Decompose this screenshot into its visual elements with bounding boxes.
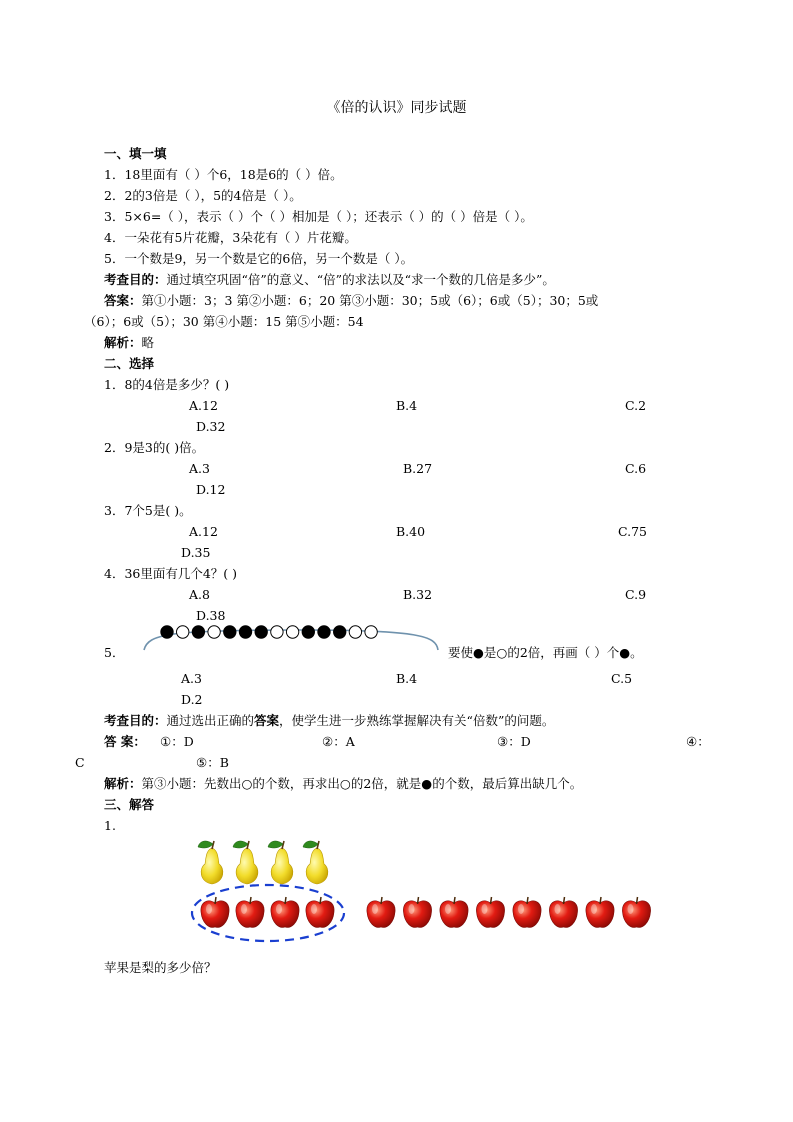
q2-option-a: A.3 bbox=[189, 461, 210, 476]
apple-icon bbox=[622, 897, 650, 927]
q4-option-a: A.8 bbox=[189, 587, 210, 602]
q3-option-a: A.12 bbox=[189, 524, 218, 539]
choice-question-4: 4．36里面有几个4？( ) bbox=[104, 566, 238, 581]
fill-question-1: 1．18里面有（ ）个6，18是6的（ ）倍。 bbox=[104, 167, 343, 182]
answer-question-1-text: 苹果是梨的多少倍？ bbox=[104, 960, 217, 975]
pears-row bbox=[193, 838, 343, 888]
bead-diagram bbox=[140, 620, 445, 654]
s1-answer-line2: （6）；6或（5）；30 第④小题：15 第⑤小题：54 bbox=[84, 314, 364, 329]
q3-option-c: C.75 bbox=[618, 524, 647, 539]
s2-answer-4: ④： bbox=[686, 734, 710, 749]
s2-answer-2: ②：A bbox=[322, 734, 355, 749]
pear-icon bbox=[233, 841, 258, 884]
black-bead bbox=[302, 626, 314, 638]
apple-icon bbox=[403, 897, 431, 927]
pear-icon bbox=[198, 841, 223, 884]
q3-option-d: D.35 bbox=[181, 545, 211, 560]
q1-option-b: B.4 bbox=[396, 398, 418, 413]
white-bead bbox=[286, 626, 298, 638]
choice-question-5: 要使●是○的2倍，再画（ ）个●。 bbox=[448, 645, 643, 660]
black-bead bbox=[224, 626, 236, 638]
q3-option-b: B.40 bbox=[396, 524, 426, 539]
choice-question-3: 3．7个5是( )。 bbox=[104, 503, 192, 518]
s1-goal bbox=[104, 272, 555, 288]
apple-icon bbox=[367, 897, 395, 927]
s1-goal-label: 考查目的： bbox=[104, 272, 167, 287]
s1-analysis-text: 略 bbox=[141, 335, 155, 350]
s1-answer bbox=[104, 293, 598, 309]
white-bead bbox=[349, 626, 361, 638]
s1-analysis-label: 解析： bbox=[104, 335, 142, 350]
s2-analysis bbox=[104, 776, 582, 792]
pear-icon bbox=[303, 841, 328, 884]
s2-answer-1: ①：D bbox=[160, 734, 194, 749]
apples-row bbox=[188, 883, 633, 947]
white-bead bbox=[271, 626, 283, 638]
choice-question-2: 2．9是3的( )倍。 bbox=[104, 440, 205, 455]
s1-goal-text: 通过填空巩固“倍”的意义、“倍”的求法以及“求一个数的几倍是多少”。 bbox=[166, 272, 555, 287]
apple-icon bbox=[440, 897, 468, 927]
apple-icon bbox=[306, 897, 334, 927]
choice-question-1: 1．8的4倍是多少？( ) bbox=[104, 377, 230, 392]
s2-answer-label: 答 案： bbox=[104, 734, 146, 749]
apple-icon bbox=[236, 897, 264, 927]
apple-icon bbox=[586, 897, 614, 927]
s2-answer-4-value: C bbox=[75, 755, 85, 770]
black-bead bbox=[318, 626, 330, 638]
white-bead bbox=[208, 626, 220, 638]
s2-goal-text-pre: 通过选出正确的 bbox=[166, 713, 255, 728]
apple-icon bbox=[476, 897, 504, 927]
fill-question-3: 3．5×6=（ ），表示（ ）个（ ）相加是（ ）；还表示（ ）的（ ）倍是（ ）。 bbox=[104, 209, 533, 224]
s2-answer-5: ⑤：B bbox=[196, 755, 229, 770]
fill-question-5: 5．一个数是9，另一个数是它的6倍，另一个数是（ ）。 bbox=[104, 251, 414, 266]
section-3-heading: 三、解答 bbox=[104, 797, 155, 812]
q2-option-c: C.6 bbox=[625, 461, 647, 476]
q5-option-c: C.5 bbox=[611, 671, 633, 686]
apple-icon bbox=[513, 897, 541, 927]
black-bead bbox=[192, 626, 204, 638]
white-bead bbox=[177, 626, 189, 638]
pear-icon bbox=[268, 841, 293, 884]
choice-question-5-number: 5． bbox=[104, 645, 125, 660]
q2-option-d: D.12 bbox=[196, 482, 226, 497]
apple-icon bbox=[271, 897, 299, 927]
q1-option-c: C.2 bbox=[625, 398, 647, 413]
q1-option-d: D.32 bbox=[196, 419, 226, 434]
s2-goal-text-post: ，使学生进一步熟练掌握解决有关“倍数”的问题。 bbox=[279, 713, 555, 728]
s2-analysis-label: 解析： bbox=[104, 776, 142, 791]
s2-goal bbox=[104, 713, 554, 729]
s2-goal-bold: 答案 bbox=[254, 713, 280, 728]
black-bead bbox=[239, 626, 251, 638]
white-bead bbox=[365, 626, 377, 638]
black-bead bbox=[161, 626, 173, 638]
answer-question-1-number: 1. bbox=[104, 818, 116, 833]
black-bead bbox=[255, 626, 267, 638]
q4-option-b: B.32 bbox=[403, 587, 433, 602]
q5-option-b: B.4 bbox=[396, 671, 418, 686]
s2-answer-3: ③：D bbox=[497, 734, 531, 749]
apple-icon bbox=[549, 897, 577, 927]
section-1-heading: 一、填一填 bbox=[104, 146, 167, 161]
q4-option-d: D.38 bbox=[196, 608, 226, 623]
q5-option-a: A.3 bbox=[181, 671, 202, 686]
q1-option-a: A.12 bbox=[189, 398, 218, 413]
s2-analysis-text: 第③小题：先数出○的个数，再求出○的2倍，就是●的个数，最后算出缺几个。 bbox=[141, 776, 583, 791]
section-2-heading: 二、选择 bbox=[104, 356, 155, 371]
s1-answer-label: 答案： bbox=[104, 293, 142, 308]
q4-option-c: C.9 bbox=[625, 587, 647, 602]
s1-analysis bbox=[104, 335, 154, 351]
q2-option-b: B.27 bbox=[403, 461, 433, 476]
page-title: 《倍的认识》同步试题 bbox=[326, 100, 467, 116]
s1-answer-line1: 第①小题：3；3 第②小题：6；20 第③小题：30；5或（6）；6或（5）；30；5或 bbox=[141, 293, 599, 308]
fill-question-2: 2．2的3倍是（ ），5的4倍是（ ）。 bbox=[104, 188, 302, 203]
apple-icon bbox=[201, 897, 229, 927]
s2-goal-label: 考查目的： bbox=[104, 713, 167, 728]
fill-question-4: 4．一朵花有5片花瓣，3朵花有（ ）片花瓣。 bbox=[104, 230, 357, 245]
black-bead bbox=[334, 626, 346, 638]
q5-option-d: D.2 bbox=[181, 692, 203, 707]
